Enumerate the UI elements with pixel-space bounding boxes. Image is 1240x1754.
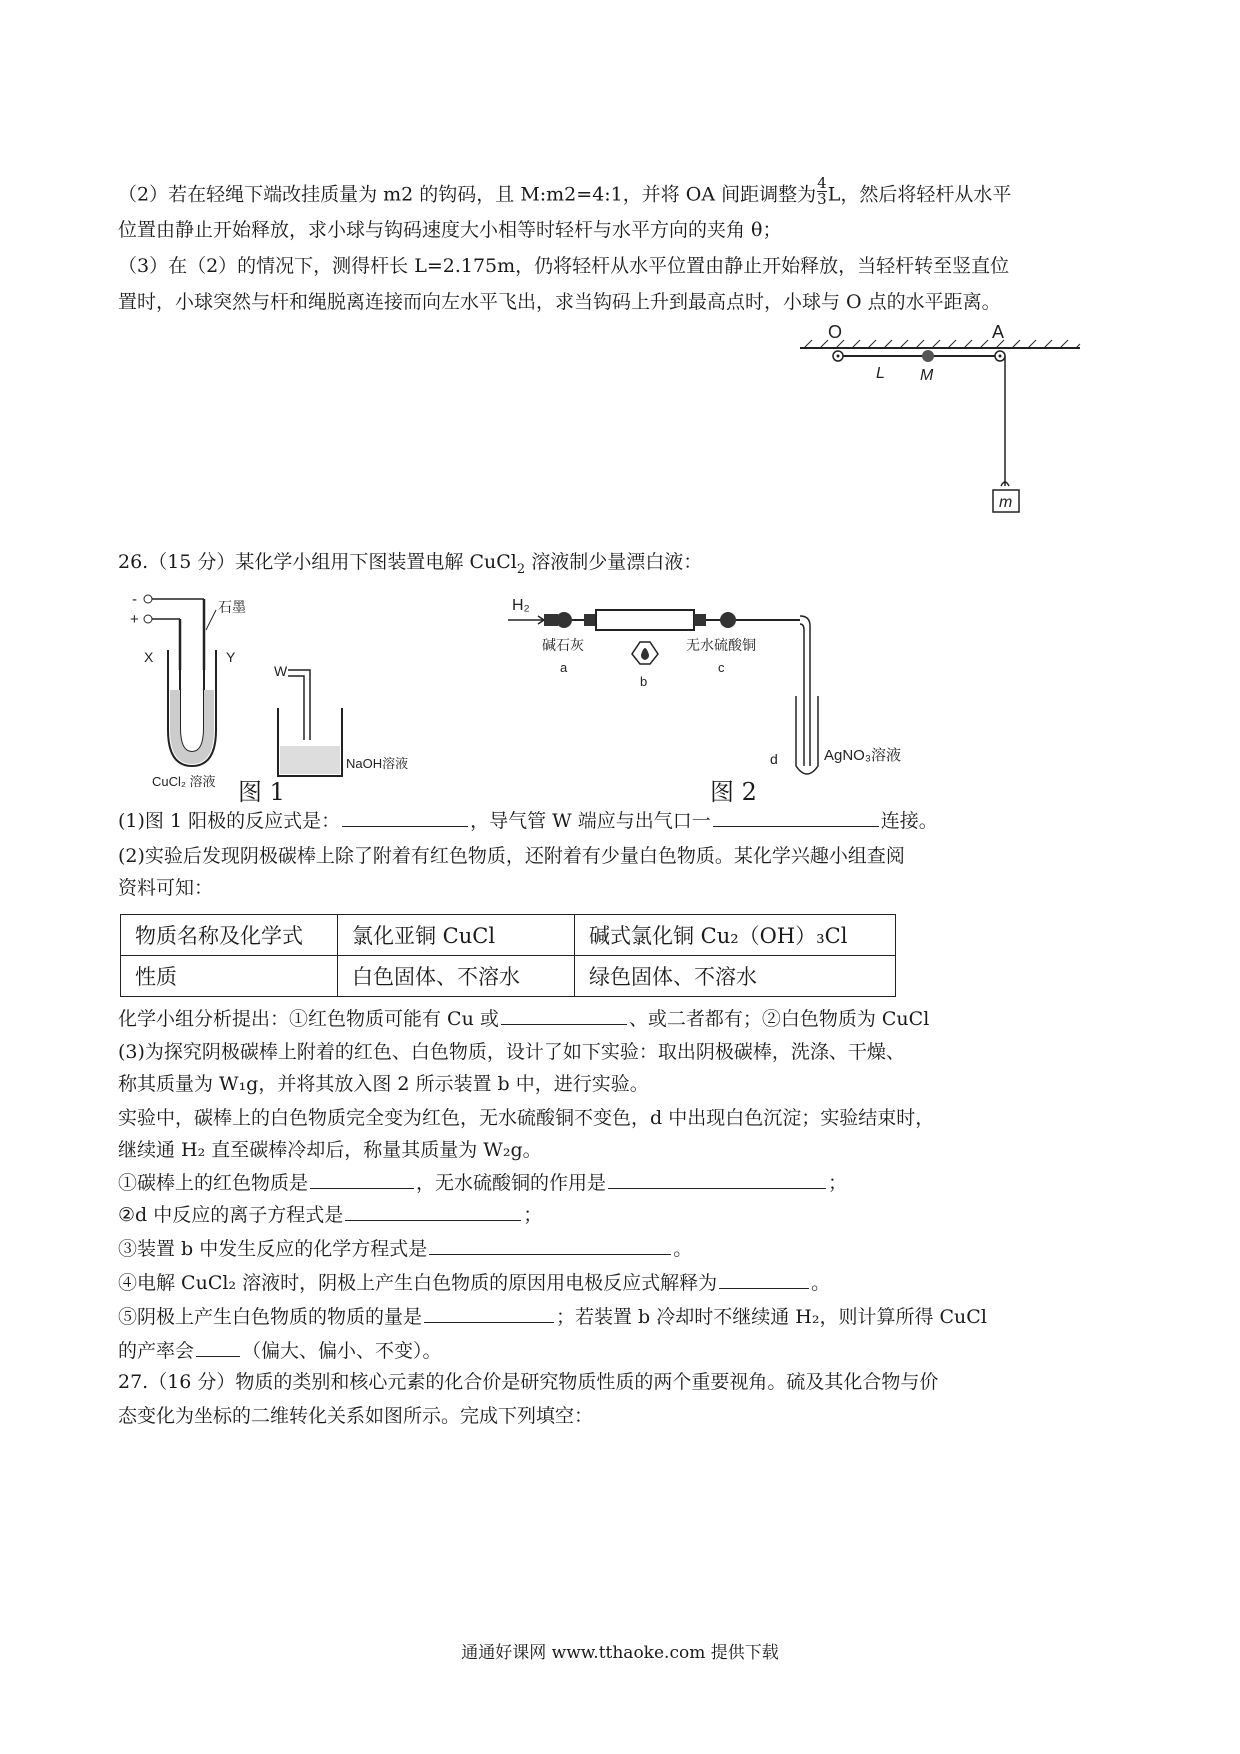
q26-part3-line1: (3)为探究阴极碳棒上附着的红色、白色物质，设计了如下实验：取出阴极碳棒，洗涤、干燥、: [118, 1041, 905, 1063]
fraction-4-3: $\frac{4}{3}$: [817, 174, 827, 208]
q26-part2-line2: 资料可知：: [118, 877, 214, 899]
answer-blank[interactable]: [713, 806, 879, 827]
label-A: A: [992, 322, 1005, 342]
svg-text:c: c: [718, 660, 725, 675]
answer-blank[interactable]: [501, 1004, 627, 1025]
sub-question-5-line1: ⑤阴极上产生白色物质的物质的量是 ；若装置 b 冷却时不继续通 H₂，则计算所得 CuCl: [118, 1302, 987, 1331]
tube-c: [720, 612, 736, 628]
label-O: O: [828, 322, 843, 342]
page-footer: 通通好课网 www.tthaoke.com 提供下载: [461, 1643, 779, 1663]
svg-text:Y: Y: [226, 649, 236, 665]
tube-b: [596, 610, 694, 630]
ball-M: [922, 350, 934, 362]
q26-intro: 26.（15 分）某化学小组用下图装置电解 CuCl$_2$ 溶液制少量漂白液：: [118, 551, 703, 577]
figure-1: [122, 590, 462, 800]
table-row: [121, 956, 896, 997]
answer-blank[interactable]: [342, 806, 468, 827]
tube-a: [556, 612, 572, 628]
analysis-line: 化学小组分析提出：①红色物质可能有 Cu 或 、或二者都有；②白色物质为 CuCl: [118, 1004, 929, 1033]
answer-blank[interactable]: [719, 1268, 809, 1289]
properties-table: [120, 914, 896, 997]
answer-blank[interactable]: [429, 1234, 671, 1255]
q26-part3-line4: 继续通 H₂ 直至碳棒冷却后，称量其质量为 W₂g。: [118, 1139, 542, 1161]
q25-part3-line2: 置时，小球突然与杆和绳脱离连接而向左水平飞出，求当钩码上升到最高点时，小球与 O 点的水平距离。: [118, 291, 1001, 313]
table-cell: 绿色固体、不溶水: [575, 956, 896, 997]
svg-text:-: -: [132, 591, 137, 608]
test-tube-d: [796, 696, 818, 774]
sub-question-1: ①碳棒上的红色物质是 ，无水硫酸铜的作用是 ；: [118, 1168, 847, 1197]
table-row: [121, 915, 896, 956]
svg-text:H₂: H₂: [512, 597, 530, 614]
sub-question-5-line2: 的产率会 （偏大、偏小、不变）。: [118, 1336, 442, 1365]
sub-question-2: ②d 中反应的离子方程式是 ；: [118, 1200, 542, 1229]
table-cell: 物质名称及化学式: [121, 915, 338, 956]
answer-blank[interactable]: [310, 1168, 414, 1189]
q26-part2-line1: (2)实验后发现阴极碳棒上除了附着有红色物质，还附着有少量白色物质。某化学兴趣小组查阅: [118, 845, 905, 867]
label-L: L: [876, 365, 885, 382]
q26-part3-line3: 实验中，碳棒上的白色物质完全变为红色，无水硫酸铜不变色，d 中出现白色沉淀；实验结束时，: [118, 1107, 935, 1129]
label-m: m: [999, 494, 1013, 511]
svg-text:碱石灰: 碱石灰: [542, 637, 584, 653]
q25-part2-line1: （2）若在轻绳下端改挂质量为 m2 的钩码，且 M:m2=4:1，并将 OA 间距调整为 $\frac{4}{3}$ L，然后将轻杆从水平: [118, 174, 1012, 208]
naoh-label: NaOH溶液: [346, 756, 409, 771]
svg-text:W: W: [274, 663, 288, 679]
svg-text:d: d: [770, 751, 778, 767]
answer-blank[interactable]: [608, 1168, 826, 1189]
q27-line2: 态变化为坐标的二维转化关系如图所示。完成下列填空：: [118, 1405, 594, 1427]
q27-line1: 27.（16 分）物质的类别和核心元素的化合价是研究物质性质的两个重要视角。硫及其化合物与价: [118, 1371, 939, 1393]
svg-text:+: +: [130, 611, 139, 628]
graphite-label: 石墨: [218, 599, 246, 615]
table-cell: 碱式氯化铜 Cu₂（OH）₃Cl: [575, 915, 896, 956]
figure-1-caption: 图 1: [238, 778, 285, 806]
answer-blank[interactable]: [196, 1336, 240, 1357]
svg-text:AgNO₃溶液: AgNO₃溶液: [824, 747, 901, 764]
answer-blank[interactable]: [424, 1302, 554, 1323]
table-cell: 氯化亚铜 CuCl: [338, 915, 575, 956]
lever-figure: [790, 318, 1090, 530]
svg-text:X: X: [144, 649, 154, 665]
svg-text:a: a: [560, 660, 568, 675]
cucl2-label: CuCl₂ 溶液: [152, 774, 216, 789]
q25-part3-line1: （3）在（2）的情况下，测得杆长 L=2.175m，仍将轻杆从水平位置由静止开始释放，当轻杆转至竖直位: [118, 255, 1010, 277]
table-cell: 白色固体、不溶水: [338, 956, 575, 997]
figure-2-caption: 图 2: [710, 778, 757, 806]
figure-2: [500, 586, 940, 796]
q25-part2-line2: 位置由静止开始释放，求小球与钩码速度大小相等时轻杆与水平方向的夹角 θ；: [118, 219, 782, 241]
sub-question-4: ④电解 CuCl₂ 溶液时，阴极上产生白色物质的原因用电极反应式解释为 。: [118, 1268, 830, 1297]
sub-question-3: ③装置 b 中发生反应的化学方程式是 。: [118, 1234, 692, 1263]
label-M: M: [920, 367, 934, 384]
answer-blank[interactable]: [345, 1200, 521, 1221]
q26-part3-line2: 称其质量为 W₁g，并将其放入图 2 所示装置 b 中，进行实验。: [118, 1073, 649, 1095]
svg-text:无水硫酸铜: 无水硫酸铜: [686, 637, 756, 653]
table-cell: 性质: [121, 956, 338, 997]
q26-part1: (1)图 1 阳极的反应式是： ，导气管 W 端应与出气口一 连接。: [118, 806, 938, 835]
svg-text:b: b: [640, 674, 648, 689]
